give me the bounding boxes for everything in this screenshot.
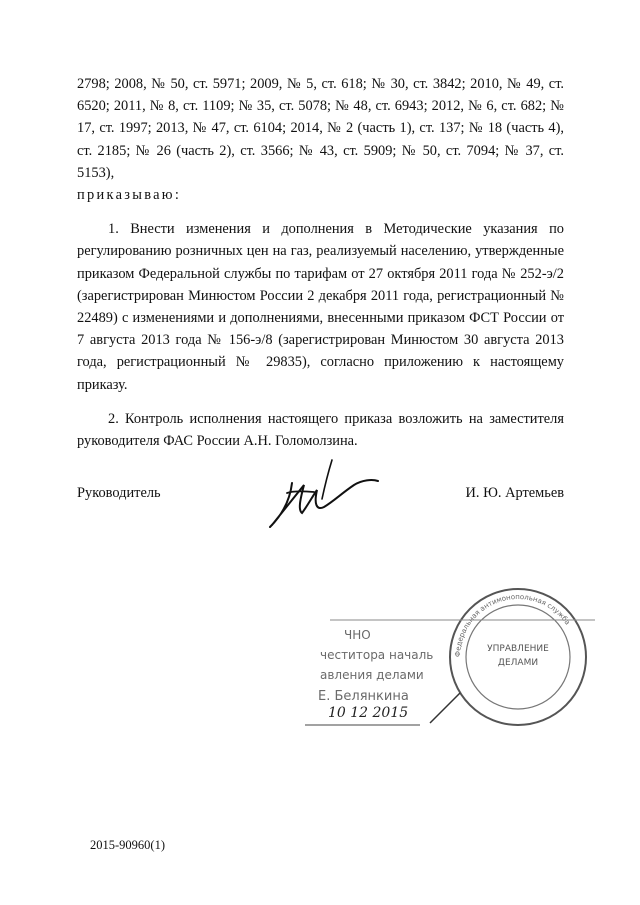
order-word: приказываю: [77, 187, 182, 204]
handwritten-signature [262, 455, 382, 540]
signatory-name: И. Ю. Артемьев [465, 485, 564, 501]
stamp-center-line-1: УПРАВЛЕНИЕ [487, 644, 549, 654]
order-item-2: 2. Контроль исполнения настоящего приказа возложить на заместителя руководителя ФАС России А.Н. Голомолзина. [77, 410, 564, 450]
stamp-ring-text: Федеральная антимонопольная служба [453, 592, 572, 658]
stamp-line-2: честитора началь [320, 648, 434, 662]
stamp-line-1: ЧНО [344, 628, 371, 642]
document-body [77, 73, 564, 452]
stamp-center-line-2: ДЕЛАМИ [497, 658, 539, 668]
stamp-date: 10 12 2015 [328, 705, 409, 721]
document-number: 2015-90960(1) [90, 838, 165, 852]
approval-stamp [300, 585, 595, 740]
legal-references-paragraph: 2798; 2008, № 50, ст. 5971; 2009, № 5, ст. 618; № 30, ст. 3842; 2010, № 49, ст. 6520; 2011, № 8, ст. 1109; № 35, ст. 5078; № 48, ст. 6943; 2012, № 6, ст. 682; № 17, ст. 1997; 2013, № 47, ст. 6104; 2014, № 2 (часть 1), ст. 137; № 18 (часть 4), ст. 2185; № 26 (часть 2), ст. 3566; № 43, ст. 5909; № 50, ст. 7094; № 37, ст. 5153), [77, 76, 564, 181]
stamp-line-3: авления делами [320, 668, 424, 682]
order-item-1: 1. Внести изменения и дополнения в Методические указания по регулированию розничных цен на газ, реализуемый населению, утвержденные приказом Федеральной службы по тарифам от 27 октября 2011 года № 252-э/2 (зарегистрирован Минюстом России 2 декабря 2011 года, регистрационный № 22489) с изменениями и дополнениями, внесенными приказом ФСТ России от 7 августа 2013 года № 156-э/8 (зарегистрирован Минюстом 30 августа 2013 года, регистрационный № 29835), согласно приложению к настоящему приказу. [77, 221, 564, 393]
stamp-line-4: Е. Белянкина [318, 689, 409, 704]
signatory-title: Руководитель [77, 485, 161, 501]
